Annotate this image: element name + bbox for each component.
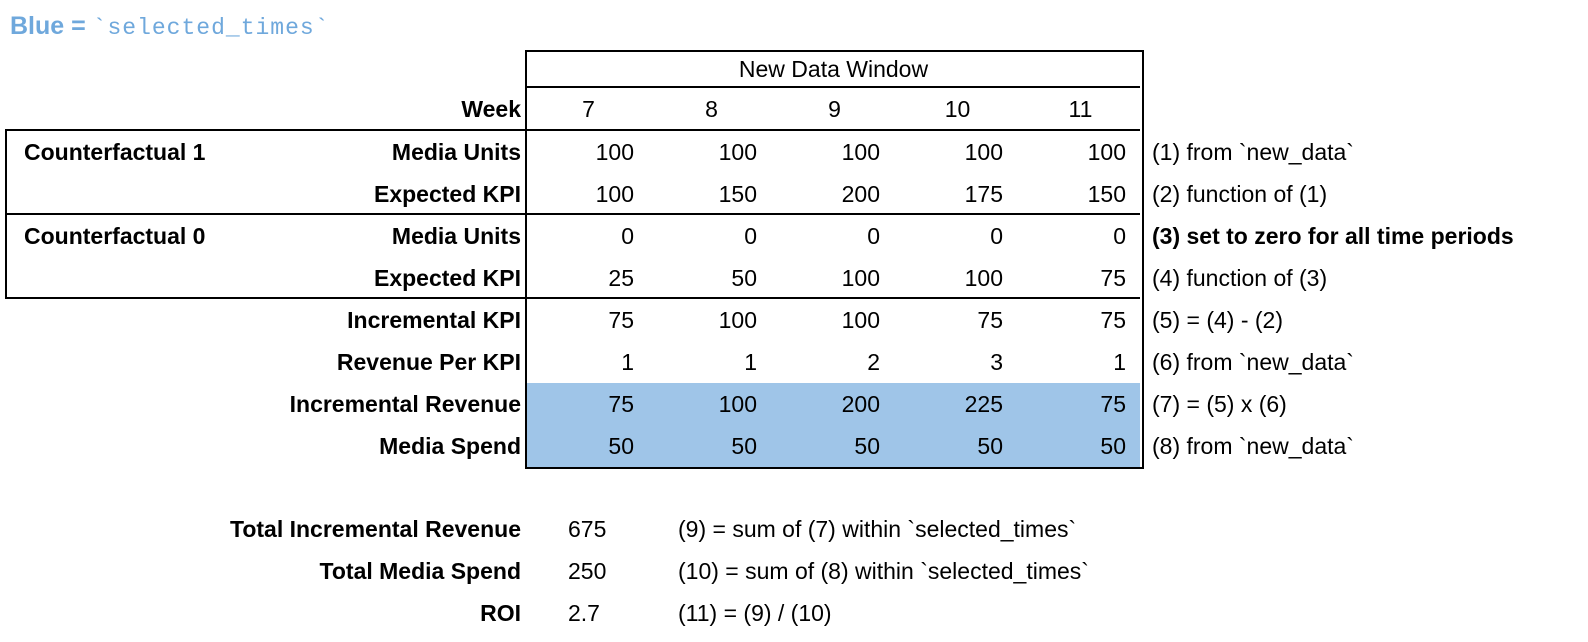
cell-highlighted: 50 [1100,433,1126,459]
table-row-incremental-revenue [0,383,1588,425]
cell: 150 [1087,181,1126,207]
annotation-6: (6) from `new_data` [1152,349,1354,375]
table-row-incremental-kpi [0,299,1588,341]
cell-highlighted: 100 [718,391,757,417]
legend-code: `selected_times` [92,15,330,41]
new-data-window-title: New Data Window [738,56,929,82]
annotation-5: (5) = (4) - (2) [1152,307,1283,333]
cell: 75 [608,307,634,333]
cell: 0 [867,223,880,249]
row-label: Media Spend [379,433,521,459]
row-label: Expected KPI [374,181,521,207]
table-row-media-spend [0,425,1588,467]
cell: 1 [744,349,757,375]
table-row-cf0-media-units [0,215,1588,257]
cell: 100 [718,139,757,165]
legend-label: Blue = [10,12,93,40]
cell: 0 [1113,223,1126,249]
cell: 175 [964,181,1003,207]
cell: 100 [718,307,757,333]
week-label: Week [461,96,521,122]
cell: 75 [1100,265,1126,291]
table-header-row [0,50,1588,88]
cell: 2 [867,349,880,375]
annotation-8: (8) from `new_data` [1152,433,1354,459]
group-label-counterfactual-0: Counterfactual 0 [24,223,206,249]
annotation-2: (2) function of (1) [1152,181,1328,207]
annotation-7: (7) = (5) x (6) [1152,391,1287,417]
cell: 100 [1087,139,1126,165]
cell: 100 [841,307,880,333]
row-label: Revenue Per KPI [336,349,521,375]
cell: 0 [621,223,634,249]
annotation-4: (4) function of (3) [1152,265,1328,291]
cell: 200 [841,181,880,207]
cell: 25 [608,265,634,291]
cell: 0 [744,223,757,249]
row-label: Incremental Revenue [289,391,521,417]
summary-row-roi [0,592,1588,634]
annotation-1: (1) from `new_data` [1152,139,1354,165]
cell-highlighted: 200 [841,391,880,417]
week-value: 7 [582,96,595,122]
row-label: Expected KPI [374,265,521,291]
table-row-cf0-expected-kpi [0,257,1588,299]
table-row-cf1-media-units [0,131,1588,173]
cell-highlighted: 50 [731,433,757,459]
cell: 100 [595,139,634,165]
week-value: 8 [705,96,718,122]
group-label-counterfactual-1: Counterfactual 1 [24,139,206,165]
cell: 1 [1113,349,1126,375]
cell: 75 [1100,307,1126,333]
cell: 75 [977,307,1003,333]
cell: 1 [621,349,634,375]
cell: 100 [841,265,880,291]
cell: 100 [595,181,634,207]
summary-row-total-incremental-revenue [0,508,1588,550]
annotation-9: (9) = sum of (7) within `selected_times` [678,516,1077,542]
cell: 0 [990,223,1003,249]
summary-value: 2.7 [568,600,600,626]
summary-value: 675 [568,516,607,542]
cell-highlighted: 75 [1100,391,1126,417]
row-label: Media Units [391,139,521,165]
row-label: Media Units [391,223,521,249]
cell-highlighted: 75 [608,391,634,417]
cell: 50 [731,265,757,291]
legend [10,12,330,41]
cell: 100 [841,139,880,165]
cell: 150 [718,181,757,207]
row-label: Incremental KPI [347,307,521,333]
cell: 3 [990,349,1003,375]
cell-highlighted: 50 [854,433,880,459]
cell: 100 [964,139,1003,165]
week-row [0,88,1588,131]
summary-value: 250 [568,558,607,584]
table-row-revenue-per-kpi [0,341,1588,383]
summary-row-total-media-spend [0,550,1588,592]
week-value: 10 [944,96,971,122]
summary-label: Total Incremental Revenue [230,516,521,542]
annotation-11: (11) = (9) / (10) [678,600,832,626]
cell: 100 [964,265,1003,291]
cell-highlighted: 50 [977,433,1003,459]
table-row-cf1-expected-kpi [0,173,1588,215]
summary-label: ROI [480,600,521,626]
annotation-10: (10) = sum of (8) within `selected_times` [678,558,1089,584]
cell-highlighted: 50 [608,433,634,459]
annotation-3: (3) set to zero for all time periods [1152,223,1514,249]
cell-highlighted: 225 [964,391,1003,417]
summary-label: Total Media Spend [319,558,521,584]
week-value: 9 [828,96,841,122]
week-value: 11 [1068,96,1093,122]
